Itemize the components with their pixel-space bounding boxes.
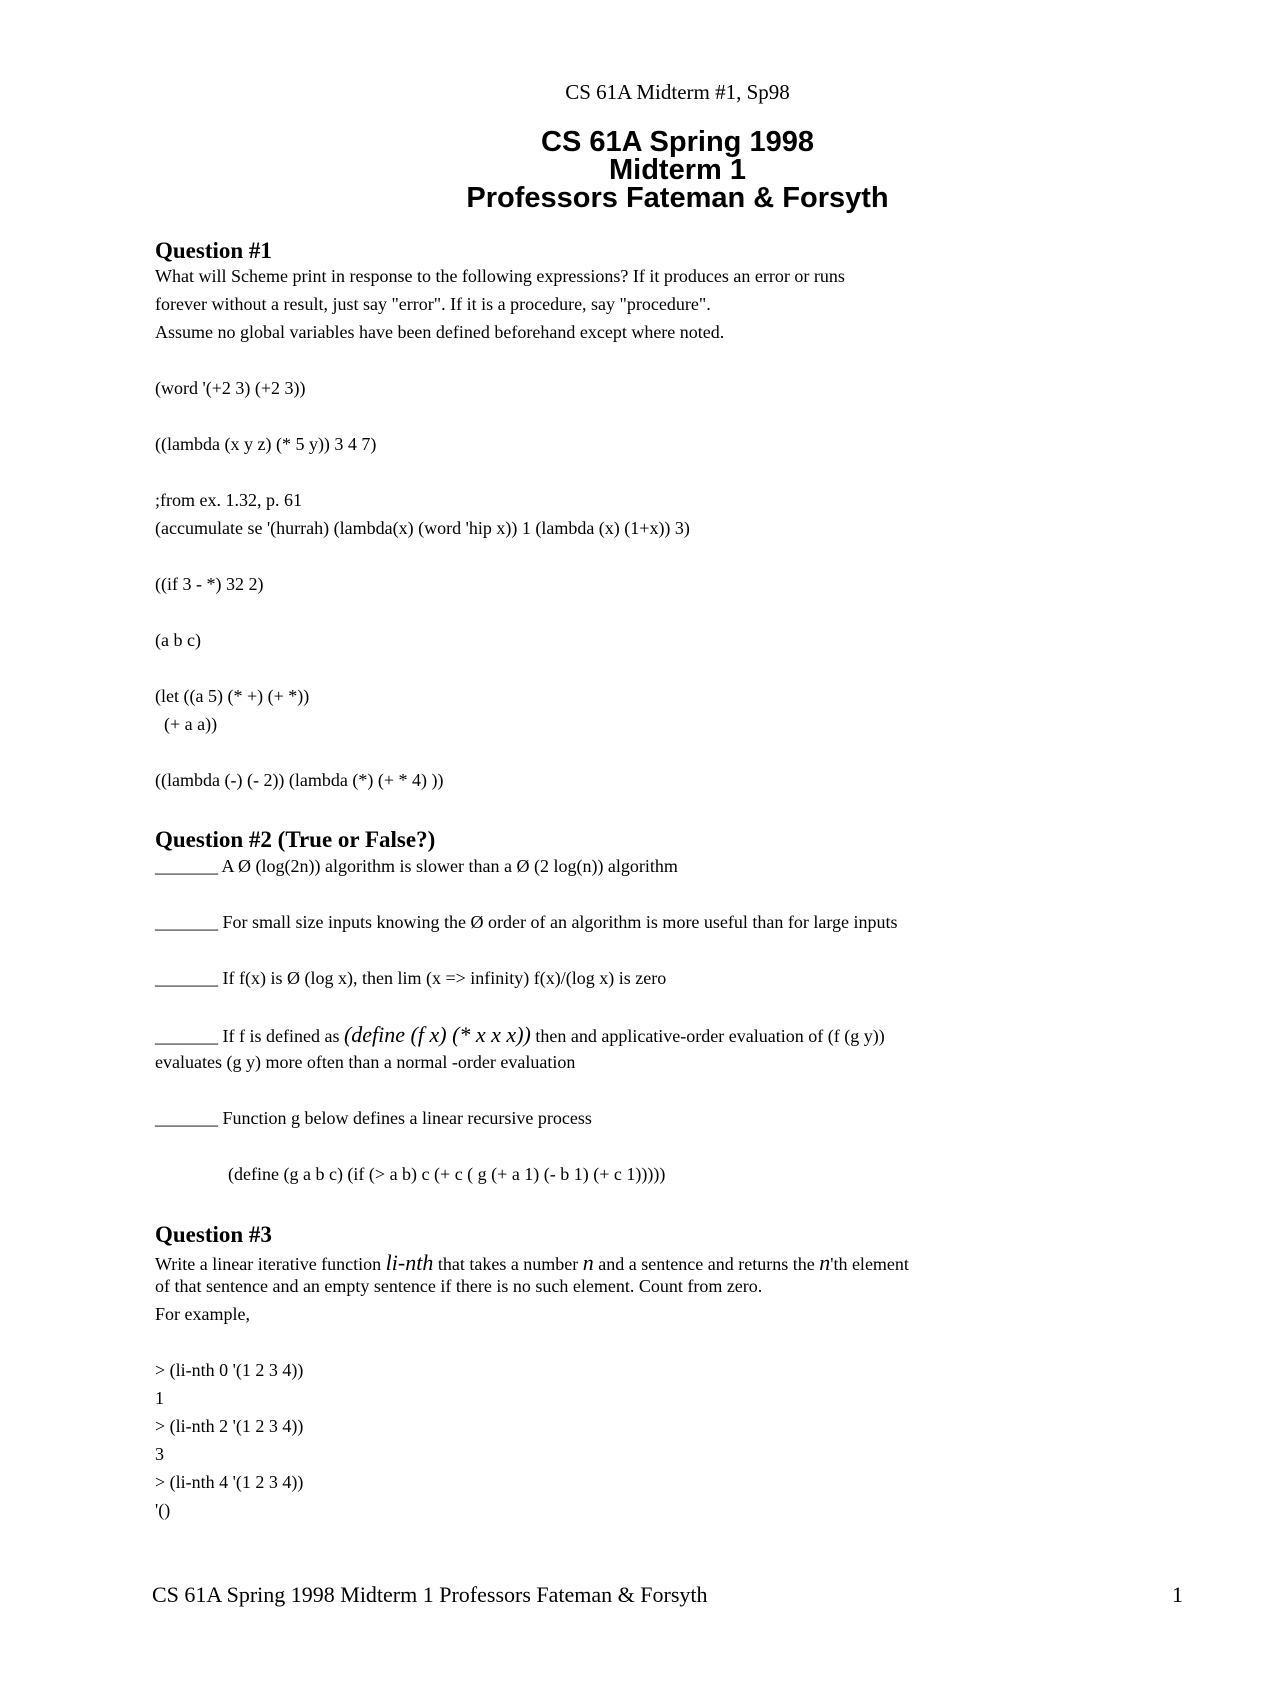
title-line-3: Professors Fateman & Forsyth — [466, 182, 889, 214]
variable-n: n — [819, 1250, 831, 1275]
statement-text: Function g below defines a linear recursive process — [222, 1108, 592, 1128]
title-line-1: CS 61A Spring 1998 — [541, 126, 814, 158]
function-name: li-nth — [385, 1250, 434, 1275]
true-false-item — [155, 912, 898, 933]
expression-item: (a b c) — [155, 630, 201, 650]
page-title — [0, 128, 1280, 212]
code-block: (define (g a b c) (if (> a b) c (+ c ( g (+ a 1) (- b 1) (+ c 1))))) — [228, 1164, 666, 1184]
true-false-item — [155, 1022, 885, 1048]
example-line: > (li-nth 2 '(1 2 3 4)) — [155, 1416, 304, 1436]
intro-text: Write a linear iterative function — [155, 1254, 386, 1274]
expression-item: (let ((a 5) (* +) (+ *)) — [155, 686, 310, 706]
question-2-heading: Question #2 (True or False?) — [155, 827, 436, 852]
variable-n: n — [582, 1250, 594, 1275]
example-line: 3 — [155, 1444, 164, 1464]
answer-blank[interactable]: _______ — [155, 856, 218, 876]
statement-text: For small size inputs knowing the Ø order of an algorithm is more useful than for large inputs — [222, 912, 898, 932]
statement-text: If f(x) is Ø (log x), then lim (x => infinity) f(x)/(log x) is zero — [222, 968, 667, 988]
page-number: 1 — [1172, 1582, 1183, 1607]
running-header: CS 61A Midterm #1, Sp98 — [565, 80, 790, 104]
expression-item: (word '(+2 3) (+2 3)) — [155, 378, 306, 398]
statement-continuation: evaluates (g y) more often than a normal -order evaluation — [155, 1052, 576, 1072]
question-1-intro-line: What will Scheme print in response to the following expressions? If it produces an error or runs — [155, 266, 845, 286]
statement-text: If f is defined as — [222, 1026, 344, 1046]
question-3-intro-line — [155, 1250, 909, 1276]
footer-text: CS 61A Spring 1998 Midterm 1 Professors Fateman & Forsyth — [152, 1582, 708, 1607]
expression-item: (+ a a)) — [155, 714, 218, 734]
answer-blank[interactable]: _______ — [155, 1108, 218, 1128]
true-false-item — [155, 968, 666, 989]
expression-item: ((if 3 - *) 32 2) — [155, 574, 264, 594]
expression-item: ((lambda (x y z) (* 5 y)) 3 4 7) — [155, 434, 377, 454]
question-1-intro-line: Assume no global variables have been defined beforehand except where noted. — [155, 322, 725, 342]
statement-text: then and applicative-order evaluation of (f (g y)) — [530, 1026, 885, 1046]
expression-item: (accumulate se '(hurrah) (lambda(x) (word 'hip x)) 1 (lambda (x) (1+x)) 3) — [155, 518, 690, 538]
expression-item: ((lambda (-) (- 2)) (lambda (*) (+ * 4) )) — [155, 770, 444, 790]
true-false-item — [155, 1108, 592, 1129]
expression-comment: ;from ex. 1.32, p. 61 — [155, 490, 302, 510]
example-line: > (li-nth 0 '(1 2 3 4)) — [155, 1360, 304, 1380]
intro-text: that takes a number — [433, 1254, 583, 1274]
example-line: > (li-nth 4 '(1 2 3 4)) — [155, 1472, 304, 1492]
question-1-intro-line: forever without a result, just say "error". If it is a procedure, say "procedure". — [155, 294, 711, 314]
question-3-intro-line: For example, — [155, 1304, 250, 1324]
answer-blank[interactable]: _______ — [155, 1026, 218, 1046]
example-line: 1 — [155, 1388, 164, 1408]
example-line: '() — [155, 1500, 171, 1520]
question-1-heading: Question #1 — [155, 238, 272, 263]
question-3-intro-line: of that sentence and an empty sentence if there is no such element. Count from zero. — [155, 1276, 763, 1296]
answer-blank[interactable]: _______ — [155, 968, 218, 988]
intro-text: 'th element — [830, 1254, 909, 1274]
intro-text: and a sentence and returns the — [593, 1254, 820, 1274]
question-3-heading: Question #3 — [155, 1222, 272, 1247]
true-false-item — [155, 856, 678, 877]
title-line-2: Midterm 1 — [609, 154, 746, 186]
answer-blank[interactable]: _______ — [155, 912, 218, 932]
statement-text: A Ø (log(2n)) algorithm is slower than a Ø (2 log(n)) algorithm — [221, 856, 678, 876]
inline-code: (define (f x) (* x x x)) — [343, 1022, 531, 1047]
